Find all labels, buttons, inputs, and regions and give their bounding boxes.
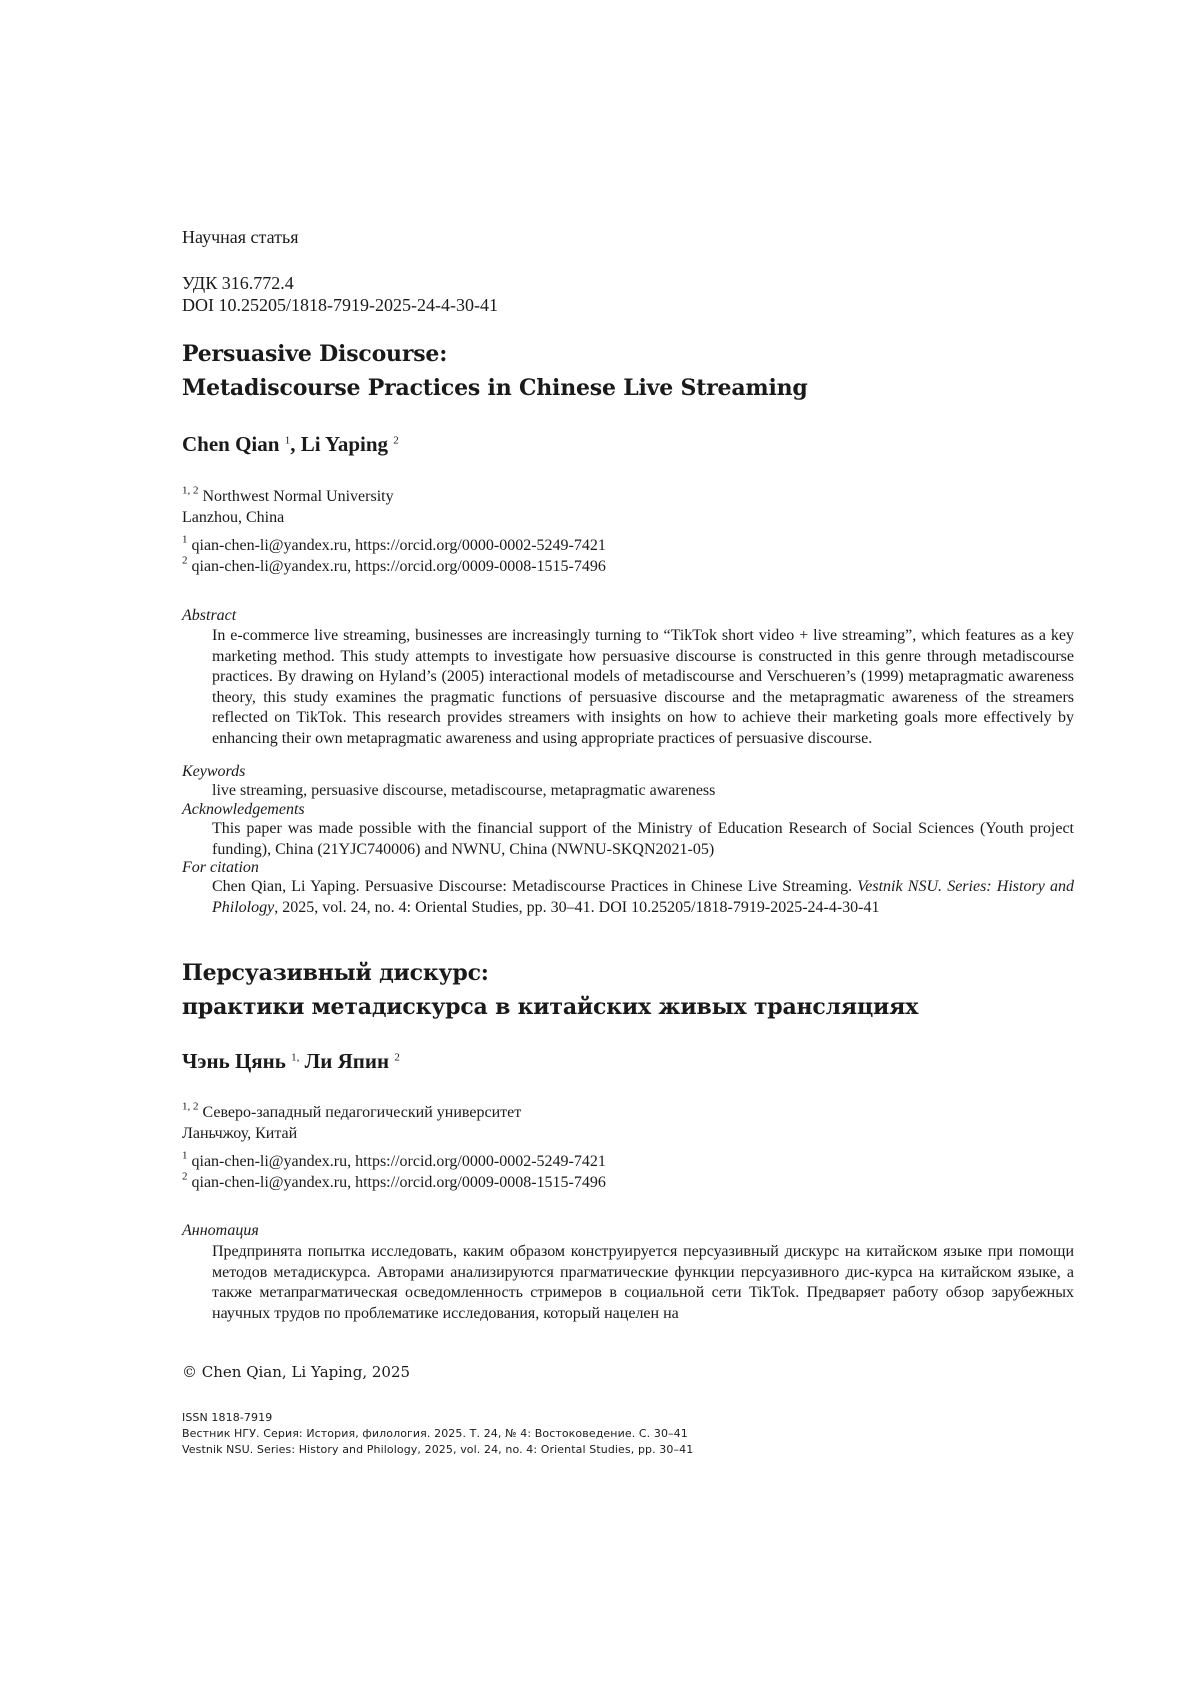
english-email-1 bbox=[182, 536, 606, 556]
citation-label: For citation bbox=[182, 858, 259, 878]
ru-author-1: Чэнь Цянь bbox=[182, 1049, 286, 1073]
citation-text bbox=[212, 877, 1074, 918]
english-authors bbox=[182, 431, 399, 457]
citation-journal: Vestnik NSU. Series: History and Philology bbox=[212, 878, 1074, 916]
keywords-label: Keywords bbox=[182, 762, 245, 782]
ru-email-2-sup: 2 bbox=[182, 1170, 188, 1182]
ru-email-1-sup: 1 bbox=[182, 1149, 188, 1161]
acknowledgements-text: This paper was made possible with the financial support of the Ministry of Education Research of Social Sciences (Youth project funding), China (21YJC740006) and NWNU, China (NWNU-SKQN2021-05) bbox=[212, 819, 1074, 860]
footer-ru: Вестник НГУ. Серия: История, филология. 2025. Т. 24, № 4: Востоковедение. С. 30–41 bbox=[182, 1426, 688, 1442]
ru-author-2-sup: 2 bbox=[394, 1051, 400, 1063]
email-2-sup: 2 bbox=[182, 554, 188, 566]
russian-abstract-text: Предпринята попытка исследовать, каким образом конструируется персуазивный дискурс на китайском языке при помощи методов метадискурса. Авторами анализируются прагматические функции персуазивного дис-курса на китайском языке, а также метапрагматическая осведомленность стримеров в социальной сети TikTok. Предваряет работу обзор зарубежных научных трудов по проблематике исследования, который нацелен на bbox=[212, 1242, 1074, 1324]
russian-email-2 bbox=[182, 1173, 606, 1193]
citation-prefix: Chen Qian, Li Yaping. Persuasive Discourse: Metadiscourse Practices in Chinese Live Streaming. bbox=[212, 878, 857, 895]
russian-title bbox=[182, 956, 918, 1024]
doi: DOI 10.25205/1818-7919-2025-24-4-30-41 bbox=[182, 294, 498, 316]
russian-authors bbox=[182, 1048, 400, 1074]
email-1[interactable]: qian-chen-li@yandex.ru, https://orcid.org/0000-0002-5249-7421 bbox=[192, 537, 606, 554]
author-2-sup: 2 bbox=[393, 434, 399, 446]
author-separator: , bbox=[290, 432, 301, 456]
ru-author-2: Ли Япин bbox=[305, 1049, 389, 1073]
ru-author-1-sup: 1, bbox=[291, 1051, 299, 1063]
english-location: Lanzhou, China bbox=[182, 508, 284, 528]
email-2[interactable]: qian-chen-li@yandex.ru, https://orcid.org/0009-0008-1515-7496 bbox=[192, 558, 606, 575]
udk-code: УДК 316.772.4 bbox=[182, 272, 294, 294]
keywords-text: live streaming, persuasive discourse, metadiscourse, metapragmatic awareness bbox=[212, 781, 1074, 802]
english-email-2 bbox=[182, 557, 606, 577]
russian-title-line2: практики метадискурса в китайских живых трансляциях bbox=[182, 990, 918, 1024]
english-affiliation bbox=[182, 487, 394, 507]
affiliation-sup: 1, 2 bbox=[182, 484, 199, 496]
author-1: Chen Qian bbox=[182, 432, 279, 456]
russian-abstract-label: Аннотация bbox=[182, 1221, 259, 1241]
affiliation-name: Northwest Normal University bbox=[203, 488, 394, 505]
russian-affiliation bbox=[182, 1103, 521, 1123]
english-title-line1: Persuasive Discourse: bbox=[182, 337, 808, 371]
email-1-sup: 1 bbox=[182, 533, 188, 545]
ru-email-2[interactable]: qian-chen-li@yandex.ru, https://orcid.org/0009-0008-1515-7496 bbox=[192, 1174, 606, 1191]
abstract-label: Abstract bbox=[182, 606, 236, 626]
english-title-line2: Metadiscourse Practices in Chinese Live Streaming bbox=[182, 371, 808, 405]
ru-affiliation-name: Северо-западный педагогический университет bbox=[203, 1104, 522, 1121]
author-1-sup: 1 bbox=[285, 434, 291, 446]
copyright: © Chen Qian, Li Yaping, 2025 bbox=[182, 1362, 410, 1382]
acknowledgements-label: Acknowledgements bbox=[182, 800, 305, 820]
abstract-text: In e-commerce live streaming, businesses are increasingly turning to “TikTok short video + live streaming”, which features as a key marketing method. This study attempts to investigate how persuasive discourse is constructed in this genre through metadiscourse practices. By drawing on Hyland’s (2005) interactional models of metadiscourse and Verschueren’s (1999) metapragmatic awareness theory, this study examines the pragmatic functions of persuasive discourse and the metapragmatic awareness of the streamers reflected on TikTok. This research provides streamers with insights on how to achieve their marketing goals more effectively by enhancing their own metapragmatic awareness and using appropriate practices of persuasive discourse. bbox=[212, 626, 1074, 750]
russian-title-line1: Персуазивный дискурс: bbox=[182, 956, 918, 990]
english-title bbox=[182, 337, 808, 405]
russian-location: Ланьчжоу, Китай bbox=[182, 1124, 297, 1144]
footer-en: Vestnik NSU. Series: History and Philology, 2025, vol. 24, no. 4: Oriental Studies, pp. 30–41 bbox=[182, 1442, 693, 1458]
ru-affiliation-sup: 1, 2 bbox=[182, 1100, 199, 1112]
footer-issn: ISSN 1818-7919 bbox=[182, 1410, 272, 1426]
article-type: Научная статья bbox=[182, 226, 298, 248]
citation-suffix: , 2025, vol. 24, no. 4: Oriental Studies, pp. 30–41. DOI 10.25205/1818-7919-2025-24-4-30-41 bbox=[274, 899, 879, 916]
author-2: Li Yaping bbox=[301, 432, 388, 456]
russian-email-1 bbox=[182, 1152, 606, 1172]
ru-email-1[interactable]: qian-chen-li@yandex.ru, https://orcid.org/0000-0002-5249-7421 bbox=[192, 1153, 606, 1170]
